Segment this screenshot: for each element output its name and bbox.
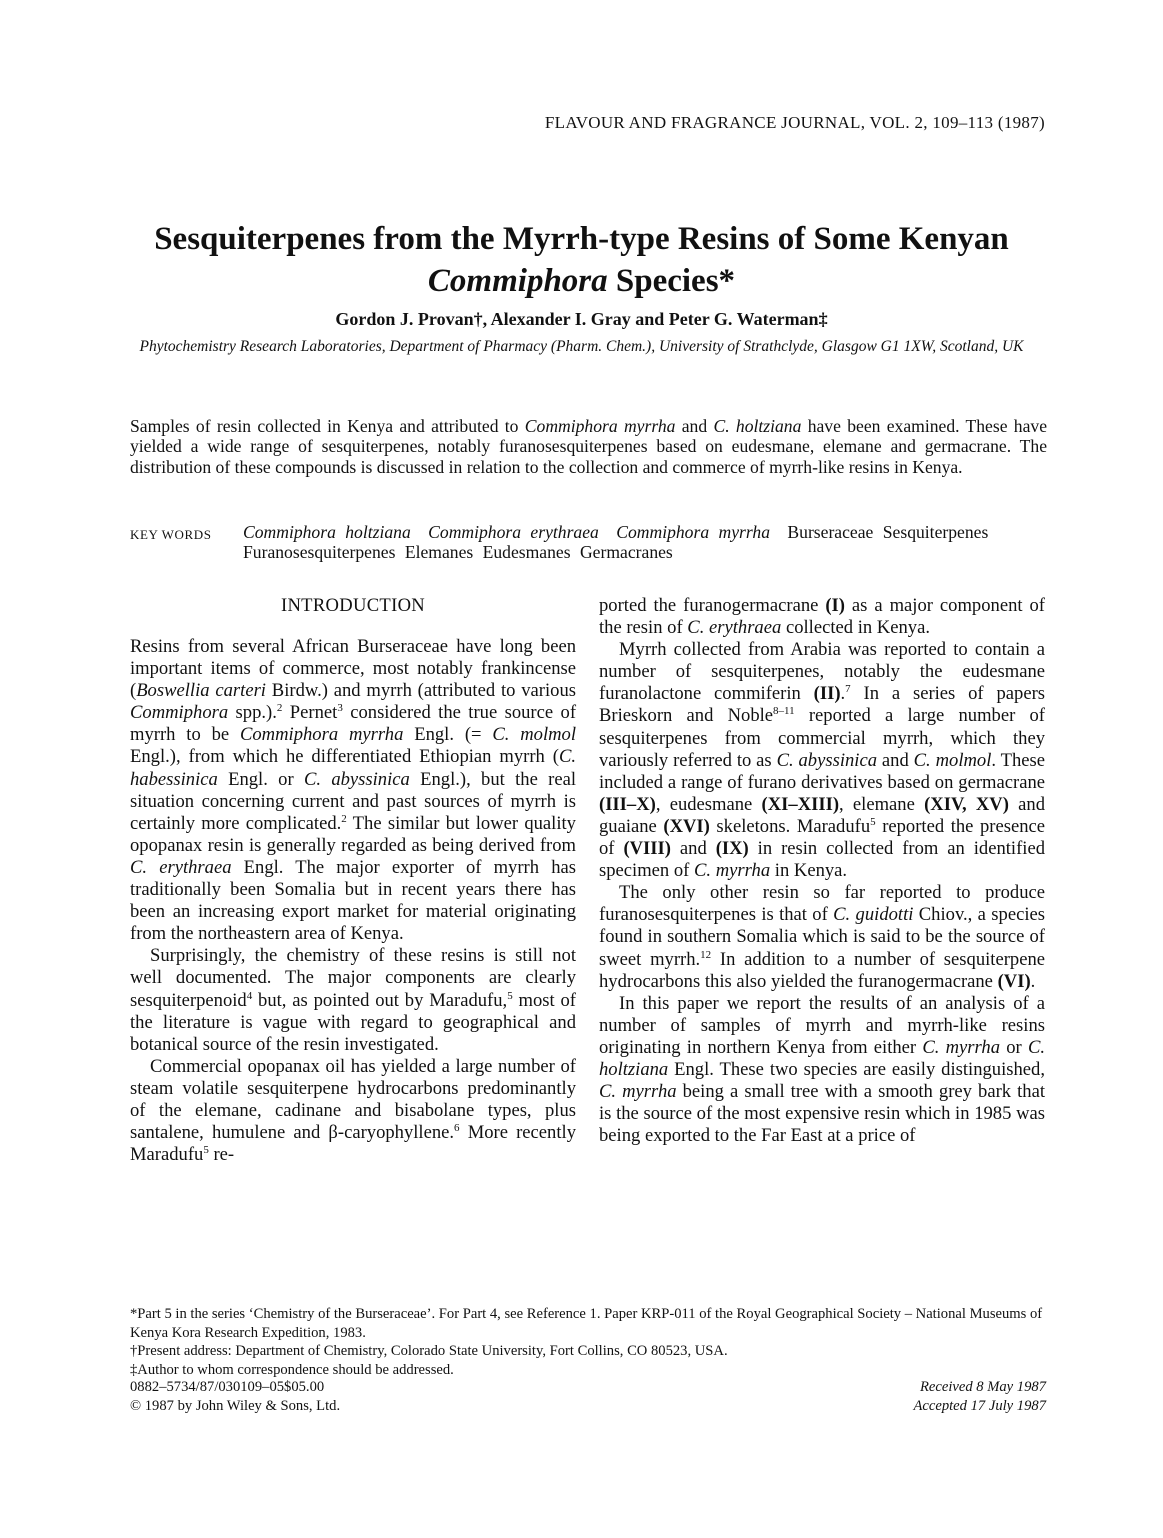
text: Birdw.) and myrrh (attributed to various	[265, 680, 576, 702]
text: or	[1000, 1036, 1028, 1058]
text: Surprisingly, the chemistry of these resins is still not well documented. The major components are clearly sesquiterpenoid	[130, 945, 576, 1011]
author-list: Gordon J. Provan†, Alexander I. Gray and Peter G. Waterman‡	[335, 309, 828, 329]
reference-number: 8–11	[773, 705, 795, 718]
journal-header: FLAVOUR AND FRAGRANCE JOURNAL, VOL. 2, 109–113 (1987)	[544, 113, 1045, 132]
compound-label: (XVI)	[663, 815, 710, 837]
reference-number: 7	[845, 683, 851, 696]
compound-label: (XI–XIII)	[761, 793, 840, 815]
text: and	[670, 838, 716, 860]
text: .	[1030, 970, 1036, 992]
reference-number: 5	[870, 815, 876, 828]
species-name: Commiphora	[130, 702, 229, 724]
issn-line: 0882–5734/87/030109–05$05.00	[130, 1379, 325, 1395]
text: Engl.), from which he differentiated Ethiopian myrrh (	[130, 746, 559, 768]
species-name: C. molmol	[913, 749, 992, 771]
species-name: C. holtziana	[599, 1036, 1046, 1080]
keyword: Commiphora holtziana	[243, 522, 411, 542]
paper-title	[0, 218, 1163, 302]
keyword: Commiphora myrrha	[616, 522, 770, 542]
text: skeletons. Maradufu	[709, 815, 871, 837]
compound-label: (XIV, XV)	[924, 793, 1009, 815]
text: More recently Maradufu	[130, 1122, 576, 1166]
abstract-text: and	[675, 416, 714, 436]
right-column	[599, 595, 1045, 1147]
paragraph	[599, 595, 1045, 639]
species-name: Boswellia carteri	[136, 680, 266, 702]
abstract-text: Samples of resin collected in Kenya and attributed to	[130, 416, 525, 436]
text: Engl. The major exporter of myrrh has traditionally been Somalia but in recent years there has been an increasing export market for material originating from the northeastern area of Kenya.	[130, 856, 576, 945]
keywords	[130, 522, 1047, 563]
compound-label: (VIII)	[623, 838, 671, 860]
title-line-1: Sesquiterpenes from the Myrrh-type Resins of Some Kenyan	[154, 221, 1009, 257]
compound-label: (I)	[825, 595, 845, 616]
species-name: C. erythraea	[130, 856, 232, 878]
affiliation: Phytochemistry Research Laboratories, Department of Pharmacy (Pharm. Chem.), University of Strathclyde, Glasgow G1 1XW, Scotland, UK	[139, 338, 1024, 355]
text: in Kenya.	[770, 860, 848, 882]
text: In this paper we report the results of an analysis of a number of samples of myrrh and myrrh-like resins originating in northern Kenya from either	[599, 992, 1045, 1058]
reference-number: 4	[246, 989, 253, 1002]
reference-number: 5	[203, 1143, 209, 1156]
text: but, as pointed out by Maradufu,	[252, 989, 508, 1011]
species-name: C. habessinica	[130, 746, 576, 790]
keyword: Burseraceae Sesquiterpenes Furanosesquiterpenes Elemanes Eudesmanes Germacranes	[243, 522, 989, 563]
reference-number: 6	[454, 1121, 460, 1134]
compound-label: (II)	[813, 683, 841, 705]
keywords-list	[243, 522, 1047, 563]
text: , eudesmane	[655, 793, 762, 815]
species-name: C. abyssinica	[303, 768, 410, 790]
text: Chiov., a species found in southern Somalia which is said to be the source of sweet myrrh.	[599, 904, 1045, 970]
paragraph	[130, 636, 576, 945]
text: Pernet	[282, 702, 338, 724]
species-name: C. myrrha	[922, 1036, 1001, 1058]
footnote: ‡Author to whom correspondence should be addressed.	[130, 1361, 454, 1378]
paragraph	[599, 993, 1045, 1148]
accepted-date: Accepted 17 July 1987	[913, 1397, 1046, 1414]
keywords-label: KEY WORDS	[130, 527, 212, 542]
text: Commercial opopanax oil has yielded a large number of steam volatile sesquiterpene hydrocarbons predominantly of the elemane, cadinane and bisabolane types, plus santalene, humulene and β-caryophyllene.	[130, 1055, 576, 1144]
text: most of the literature is vague with regard to geographical and botanical source of the resin investigated.	[130, 989, 577, 1055]
text: collected in Kenya.	[781, 617, 930, 639]
text: being a small tree with a smooth grey bark that is the source of the most expensive resin which in 1985 was being exported to the Far East at a price of	[599, 1081, 1046, 1147]
received-dates	[913, 1378, 1046, 1415]
compound-label: (IX)	[715, 838, 749, 860]
reference-number: 2	[341, 812, 347, 825]
species-name: C. abyssinica	[776, 749, 878, 771]
footnote: *Part 5 in the series ‘Chemistry of the Burseraceae’. For Part 4, see Reference 1. Paper KRP-011 of the Royal Geographical Society – National Museums of Kenya Kora Research Expedition, 1983.	[130, 1306, 1043, 1341]
issn-copyright	[130, 1378, 340, 1415]
text: reported a large number of sesquiterpenes from commercial myrrh, which they variously referred to as	[599, 705, 1045, 771]
text: and	[877, 749, 914, 771]
text: reported the presence of	[599, 815, 1045, 860]
text: considered the true source of myrrh to be	[130, 702, 577, 746]
reference-number: 12	[700, 948, 712, 961]
text: Engl. or	[217, 768, 304, 790]
paragraph	[130, 1056, 576, 1166]
left-column	[130, 595, 576, 1166]
species-name: C. guidotti	[833, 904, 914, 926]
text: Engl.), but the real situation concerning current and past sources of myrrh is certainly more complicated.	[130, 768, 576, 834]
copyright-line: © 1987 by John Wiley & Sons, Ltd.	[130, 1397, 341, 1414]
compound-label: (III–X)	[599, 793, 656, 815]
section-heading-introduction: INTRODUCTION	[280, 595, 426, 616]
text: Engl. (=	[403, 724, 493, 746]
reference-number: 3	[337, 702, 343, 715]
abstract-species: C. holtziana	[713, 416, 802, 436]
abstract-species: Commiphora myrrha	[524, 416, 676, 436]
text: Myrrh collected from Arabia was reported to contain a number of sesquiterpenes, notably the eudesmane furanolactone commiferin	[599, 639, 1045, 705]
text: In a series of papers Brieskorn and Noble	[599, 683, 1046, 727]
text: and guaiane	[599, 793, 1046, 837]
abstract-text: have been examined. These have yielded a wide range of sesquiterpenes, notably furanosesquiterpenes based on eudesmane, elemane and germacrane. The distribution of these compounds is discussed in relation to the collection and commerce of myrrh-like resins in Kenya.	[130, 416, 1048, 477]
species-name: C. myrrha	[599, 1081, 677, 1103]
keyword: Commiphora erythraea	[428, 522, 599, 542]
footnote: †Present address: Department of Chemistry, Colorado State University, Fort Collins, CO 80523, USA.	[130, 1343, 728, 1359]
text: The similar but lower quality opopanax resin is generally regarded as being derived from	[130, 812, 576, 856]
text: as a major component of the resin of	[599, 595, 1045, 639]
text: , elemane	[839, 793, 925, 815]
text: .	[840, 683, 846, 705]
text: spp.).	[228, 702, 277, 724]
species-name: C. myrrha	[694, 860, 771, 882]
species-name: C. erythraea	[687, 617, 782, 639]
text: Resins from several African Burseraceae have long been important items of commerce, most notably frankincense (	[130, 636, 576, 702]
abstract	[130, 416, 1047, 477]
text: In addition to a number of sesquiterpene hydrocarbons this also yielded the furanogermacrane	[599, 948, 1045, 992]
species-name: C. molmol	[492, 724, 577, 746]
text: re-	[208, 1144, 235, 1166]
title-line-2-rest: Species*	[607, 263, 736, 299]
species-name: Commiphora myrrha	[239, 724, 404, 746]
text: in resin collected from an identified specimen of	[599, 838, 1046, 882]
footnotes	[130, 1305, 1047, 1379]
text: ported the furanogermacrane	[599, 595, 826, 616]
text: . These included a range of furano derivatives based on germacrane	[599, 749, 1045, 793]
paragraph	[599, 639, 1045, 882]
text: Engl. These two species are easily distinguished,	[668, 1058, 1045, 1080]
title-genus: Commiphora	[427, 263, 608, 299]
paragraph	[599, 882, 1045, 992]
reference-number: 5	[507, 989, 513, 1002]
text: The only other resin so far reported to produce furanosesquiterpenes is that of	[599, 882, 1045, 926]
reference-number: 2	[276, 702, 283, 715]
received-date: Received 8 May 1987	[919, 1379, 1046, 1395]
paragraph	[130, 945, 576, 1055]
compound-label: (VI)	[997, 970, 1031, 992]
title-line-2	[0, 260, 1163, 302]
